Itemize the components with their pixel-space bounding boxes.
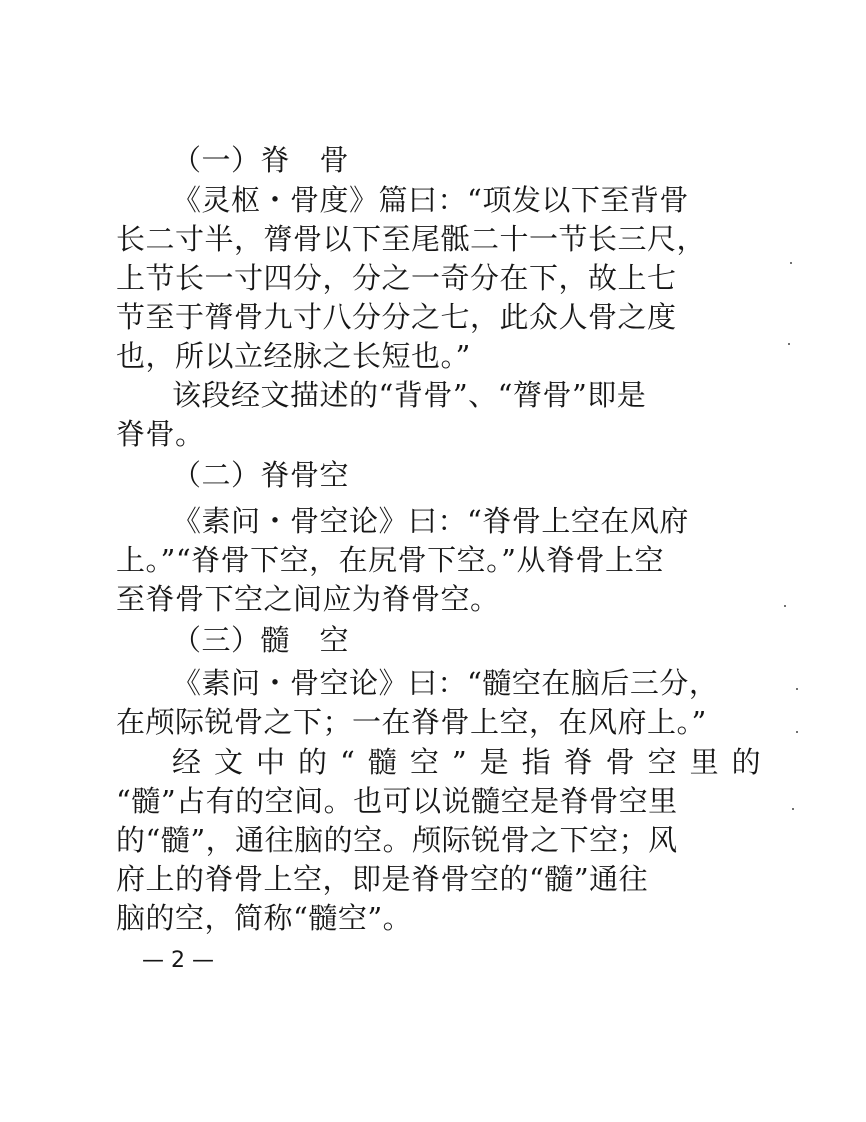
scan-speck [788, 343, 790, 345]
paragraph-line: 至脊骨下空之间应为脊骨空。 [116, 582, 500, 616]
scan-speck [784, 605, 786, 607]
section-heading-spine-bone-cavity: （二）脊骨空 [172, 458, 350, 492]
paragraph-line: 《灵枢・骨度》篇曰：“项发以下至背骨 [172, 183, 689, 217]
section-heading-spine-bone: （一）脊 骨 [172, 143, 350, 177]
scan-speck [790, 262, 792, 264]
paragraph-line: 《素问・骨空论》曰：“髓空在脑后三分， [172, 666, 719, 700]
scan-speck [796, 731, 798, 733]
paragraph-line: “髓”占有的空间。也可以说髓空是脊骨空里 [116, 784, 678, 818]
paragraph-line: 节至于膂骨九寸八分分之七，此众人骨之度 [116, 300, 677, 334]
scan-speck [792, 808, 794, 810]
section-heading-marrow-cavity: （三）髓 空 [172, 623, 350, 657]
paragraph-line: 府上的脊骨上空，即是脊骨空的“髓”通往 [116, 862, 649, 896]
paragraph-line: 脊骨。 [116, 417, 205, 451]
paragraph-line: 在颅际锐骨之下；一在脊骨上空，在风府上。” [116, 705, 707, 739]
paragraph-line: 的“髓”，通往脑的空。颅际锐骨之下空；风 [116, 823, 678, 857]
scan-speck [796, 688, 798, 690]
paragraph-line: 该段经文描述的“背骨”、“膂骨”即是 [172, 378, 647, 412]
paragraph-line: 脑的空，简称“髓空”。 [116, 901, 413, 935]
paragraph-line: 也，所以立经脉之长短也。” [116, 339, 471, 373]
paragraph-line: 上节长一寸四分，分之一奇分在下，故上七 [116, 261, 677, 295]
paragraph-line: 长二寸半，膂骨以下至尾骶二十一节长三尺， [116, 222, 707, 256]
paragraph-line: 经文中的“髓空”是指脊骨空里的 [172, 745, 774, 779]
paragraph-line: 《素问・骨空论》曰：“脊骨上空在风府 [172, 504, 689, 538]
paragraph-line: 上。”“脊骨下空，在尻骨下空。”从脊骨上空 [116, 543, 664, 577]
page-number: — 2 — [142, 948, 214, 973]
